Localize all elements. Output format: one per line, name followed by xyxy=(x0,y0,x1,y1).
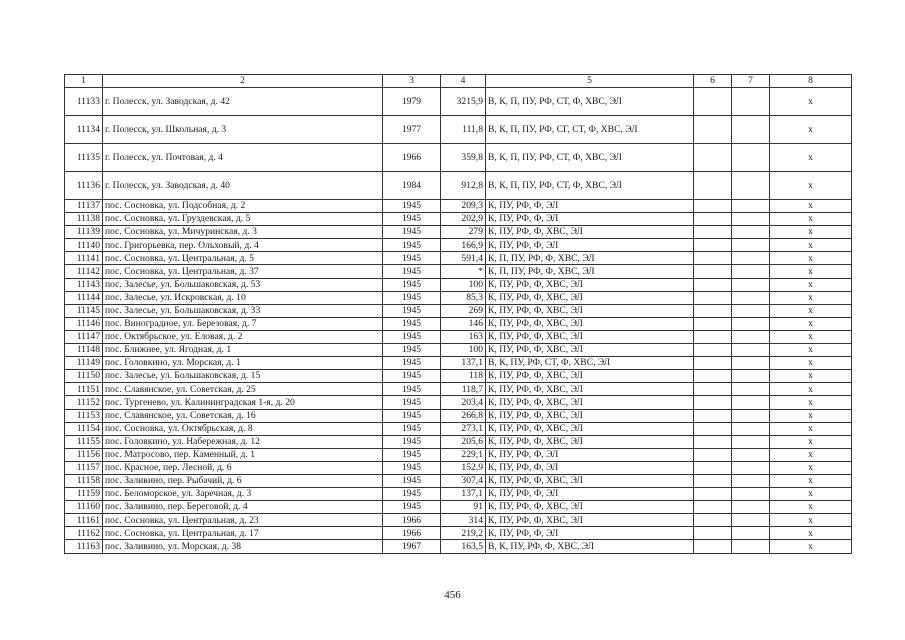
area-cell: 111,8 xyxy=(441,116,486,144)
table-row xyxy=(65,357,852,370)
row-number: 11140 xyxy=(65,239,103,252)
row-number: 11137 xyxy=(65,200,103,213)
codes-cell: К, ПУ, РФ, Ф, ЭЛ xyxy=(486,213,694,226)
year-cell: 1945 xyxy=(383,278,441,291)
table-row xyxy=(65,448,852,461)
area-cell: 314 xyxy=(441,514,486,527)
row-number: 11146 xyxy=(65,317,103,330)
year-cell: 1977 xyxy=(383,116,441,144)
address-cell: пос. Виноградное, ул. Березовая, д. 7 xyxy=(103,317,383,330)
mark-cell: х xyxy=(770,317,852,330)
year-cell: 1966 xyxy=(383,527,441,540)
address-cell: пос. Залесье, ул. Большаковская, д. 53 xyxy=(103,278,383,291)
codes-cell: К, ПУ, РФ, Ф, ХВС, ЭЛ xyxy=(486,383,694,396)
table-row xyxy=(65,252,852,265)
col6-cell xyxy=(694,144,732,172)
area-cell: 205,6 xyxy=(441,435,486,448)
col6-cell xyxy=(694,304,732,317)
col6-cell xyxy=(694,527,732,540)
year-cell: 1945 xyxy=(383,213,441,226)
year-cell: 1945 xyxy=(383,409,441,422)
address-cell: пос. Октябрьское, ул. Еловая, д. 2 xyxy=(103,330,383,343)
col6-cell xyxy=(694,172,732,200)
codes-cell: В, К, ПУ, РФ, Ф, ХВС, ЭЛ xyxy=(486,540,694,553)
table-row xyxy=(65,488,852,501)
mark-cell: х xyxy=(770,383,852,396)
col7-cell xyxy=(732,409,770,422)
row-number: 11133 xyxy=(65,88,103,116)
col7-cell xyxy=(732,172,770,200)
table-row xyxy=(65,527,852,540)
row-number: 11144 xyxy=(65,291,103,304)
area-cell: 152,9 xyxy=(441,461,486,474)
codes-cell: В, К, П, ПУ, РФ, СТ, Ф, ХВС, ЭЛ xyxy=(486,88,694,116)
col6-cell xyxy=(694,317,732,330)
codes-cell: К, ПУ, РФ, Ф, ХВС, ЭЛ xyxy=(486,514,694,527)
col7-cell xyxy=(732,304,770,317)
codes-cell: К, ПУ, РФ, Ф, ЭЛ xyxy=(486,448,694,461)
table-row xyxy=(65,116,852,144)
col7-cell xyxy=(732,239,770,252)
year-cell: 1945 xyxy=(383,291,441,304)
col7-cell xyxy=(732,540,770,553)
mark-cell: х xyxy=(770,357,852,370)
mark-cell: х xyxy=(770,88,852,116)
table-row xyxy=(65,396,852,409)
codes-cell: К, ПУ, РФ, Ф, ЭЛ xyxy=(486,239,694,252)
mark-cell: х xyxy=(770,396,852,409)
col6-cell xyxy=(694,422,732,435)
year-cell: 1945 xyxy=(383,461,441,474)
address-cell: пос. Сосновка, ул. Груздевская, д. 5 xyxy=(103,213,383,226)
year-cell: 1945 xyxy=(383,200,441,213)
col7-cell xyxy=(732,317,770,330)
address-cell: пос. Красное, пер. Лесной, д. 6 xyxy=(103,461,383,474)
row-number: 11154 xyxy=(65,422,103,435)
col6-cell xyxy=(694,461,732,474)
row-number: 11158 xyxy=(65,474,103,487)
table-row xyxy=(65,88,852,116)
area-cell: 202,9 xyxy=(441,213,486,226)
codes-cell: К, ПУ, РФ, Ф, ХВС, ЭЛ xyxy=(486,291,694,304)
row-number: 11161 xyxy=(65,514,103,527)
mark-cell: х xyxy=(770,291,852,304)
area-cell: 359,8 xyxy=(441,144,486,172)
table-row xyxy=(65,304,852,317)
area-cell: 203,4 xyxy=(441,396,486,409)
address-cell: пос. Беломорское, ул. Заречная, д. 3 xyxy=(103,488,383,501)
year-cell: 1945 xyxy=(383,383,441,396)
mark-cell: х xyxy=(770,252,852,265)
col7-cell xyxy=(732,396,770,409)
area-cell: 137,1 xyxy=(441,357,486,370)
codes-cell: К, ПУ, РФ, Ф, ХВС, ЭЛ xyxy=(486,226,694,239)
mark-cell: х xyxy=(770,514,852,527)
header-cell: 3 xyxy=(383,75,441,88)
mark-cell: х xyxy=(770,370,852,383)
col6-cell xyxy=(694,330,732,343)
col6-cell xyxy=(694,383,732,396)
area-cell: * xyxy=(441,265,486,278)
address-cell: пос. Славянское, ул. Советская, д. 25 xyxy=(103,383,383,396)
row-number: 11145 xyxy=(65,304,103,317)
col7-cell xyxy=(732,422,770,435)
col6-cell xyxy=(694,501,732,514)
address-cell: пос. Залесье, ул. Большаковская, д. 15 xyxy=(103,370,383,383)
address-cell: пос. Григорьевка, пер. Ольховый, д. 4 xyxy=(103,239,383,252)
page-number: 456 xyxy=(444,589,461,601)
area-cell: 266,8 xyxy=(441,409,486,422)
header-cell: 1 xyxy=(65,75,103,88)
mark-cell: х xyxy=(770,448,852,461)
col6-cell xyxy=(694,488,732,501)
address-cell: пос. Сосновка, ул. Центральная, д. 5 xyxy=(103,252,383,265)
year-cell: 1945 xyxy=(383,330,441,343)
col7-cell xyxy=(732,383,770,396)
codes-cell: К, ПУ, РФ, Ф, ЭЛ xyxy=(486,200,694,213)
mark-cell: х xyxy=(770,278,852,291)
table-row xyxy=(65,344,852,357)
year-cell: 1945 xyxy=(383,265,441,278)
mark-cell: х xyxy=(770,461,852,474)
col6-cell xyxy=(694,409,732,422)
codes-cell: К, ПУ, РФ, Ф, ХВС, ЭЛ xyxy=(486,396,694,409)
table-row xyxy=(65,291,852,304)
mark-cell: х xyxy=(770,474,852,487)
mark-cell: х xyxy=(770,409,852,422)
area-cell: 137,1 xyxy=(441,488,486,501)
year-cell: 1945 xyxy=(383,344,441,357)
address-cell: пос. Сосновка, ул. Подсобная, д. 2 xyxy=(103,200,383,213)
mark-cell: х xyxy=(770,144,852,172)
col7-cell xyxy=(732,213,770,226)
year-cell: 1945 xyxy=(383,422,441,435)
mark-cell: х xyxy=(770,501,852,514)
row-number: 11151 xyxy=(65,383,103,396)
area-cell: 279 xyxy=(441,226,486,239)
address-cell: пос. Сосновка, ул. Мичуринская, д. 3 xyxy=(103,226,383,239)
col7-cell xyxy=(732,278,770,291)
col6-cell xyxy=(694,540,732,553)
mark-cell: х xyxy=(770,488,852,501)
col6-cell xyxy=(694,514,732,527)
table-row xyxy=(65,383,852,396)
table-row xyxy=(65,144,852,172)
codes-cell: К, ПУ, РФ, Ф, ХВС, ЭЛ xyxy=(486,330,694,343)
mark-cell: х xyxy=(770,527,852,540)
year-cell: 1945 xyxy=(383,396,441,409)
address-cell: пос. Залесье, ул. Искровская, д. 10 xyxy=(103,291,383,304)
header-cell: 2 xyxy=(103,75,383,88)
table-row xyxy=(65,200,852,213)
year-cell: 1966 xyxy=(383,514,441,527)
table-row xyxy=(65,265,852,278)
row-number: 11139 xyxy=(65,226,103,239)
row-number: 11134 xyxy=(65,116,103,144)
address-cell: пос. Сосновка, ул. Центральная, д. 37 xyxy=(103,265,383,278)
col6-cell xyxy=(694,448,732,461)
codes-cell: К, ПУ, РФ, Ф, ХВС, ЭЛ xyxy=(486,370,694,383)
area-cell: 209,3 xyxy=(441,200,486,213)
mark-cell: х xyxy=(770,330,852,343)
col6-cell xyxy=(694,239,732,252)
address-cell: пос. Матросово, пер. Каменный, д. 1 xyxy=(103,448,383,461)
area-cell: 85,3 xyxy=(441,291,486,304)
col7-cell xyxy=(732,435,770,448)
codes-cell: В, К, П, ПУ, РФ, СТ, Ф, ХВС, ЭЛ xyxy=(486,144,694,172)
address-cell: пос. Заливино, ул. Морская, д. 38 xyxy=(103,540,383,553)
year-cell: 1979 xyxy=(383,88,441,116)
col6-cell xyxy=(694,116,732,144)
row-number: 11143 xyxy=(65,278,103,291)
col7-cell xyxy=(732,474,770,487)
year-cell: 1945 xyxy=(383,239,441,252)
col7-cell xyxy=(732,252,770,265)
address-cell: пос. Славянское, ул. Советская, д. 16 xyxy=(103,409,383,422)
col6-cell xyxy=(694,88,732,116)
row-number: 11141 xyxy=(65,252,103,265)
address-cell: пос. Сосновка, ул. Октябрьская, д. 8 xyxy=(103,422,383,435)
col6-cell xyxy=(694,474,732,487)
address-cell: пос. Сосновка, ул. Центральная, д. 23 xyxy=(103,514,383,527)
address-cell: пос. Заливино, пер. Рыбачий, д. 6 xyxy=(103,474,383,487)
codes-cell: К, ПУ, РФ, Ф, ХВС, ЭЛ xyxy=(486,474,694,487)
area-cell: 100 xyxy=(441,278,486,291)
address-cell: г. Полесск, ул. Школьная, д. 3 xyxy=(103,116,383,144)
header-cell: 8 xyxy=(770,75,852,88)
col6-cell xyxy=(694,291,732,304)
header-cell: 5 xyxy=(486,75,694,88)
area-cell: 912,8 xyxy=(441,172,486,200)
table-row xyxy=(65,226,852,239)
codes-cell: К, ПУ, РФ, Ф, ЭЛ xyxy=(486,527,694,540)
col7-cell xyxy=(732,527,770,540)
row-number: 11162 xyxy=(65,527,103,540)
row-number: 11149 xyxy=(65,357,103,370)
row-number: 11160 xyxy=(65,501,103,514)
col6-cell xyxy=(694,435,732,448)
address-cell: пос. Головкино, ул. Набережная, д. 12 xyxy=(103,435,383,448)
address-cell: пос. Заливино, пер. Береговой, д. 4 xyxy=(103,501,383,514)
row-number: 11156 xyxy=(65,448,103,461)
row-number: 11135 xyxy=(65,144,103,172)
table-row xyxy=(65,409,852,422)
col7-cell xyxy=(732,448,770,461)
year-cell: 1966 xyxy=(383,144,441,172)
col7-cell xyxy=(732,370,770,383)
area-cell: 591,4 xyxy=(441,252,486,265)
address-cell: г. Полесск, ул. Заводская, д. 40 xyxy=(103,172,383,200)
col6-cell xyxy=(694,226,732,239)
col6-cell xyxy=(694,265,732,278)
mark-cell: х xyxy=(770,422,852,435)
codes-cell: К, ПУ, РФ, Ф, ХВС, ЭЛ xyxy=(486,409,694,422)
area-cell: 163 xyxy=(441,330,486,343)
year-cell: 1945 xyxy=(383,252,441,265)
codes-cell: В, К, П, ПУ, РФ, СГ, СТ, Ф, ХВС, ЭЛ xyxy=(486,116,694,144)
area-cell: 269 xyxy=(441,304,486,317)
row-number: 11136 xyxy=(65,172,103,200)
address-cell: г. Полесск, ул. Почтовая, д. 4 xyxy=(103,144,383,172)
col6-cell xyxy=(694,278,732,291)
area-cell: 3215,9 xyxy=(441,88,486,116)
year-cell: 1945 xyxy=(383,501,441,514)
area-cell: 91 xyxy=(441,501,486,514)
table-row xyxy=(65,317,852,330)
address-cell: г. Полесск, ул. Заводская, д. 42 xyxy=(103,88,383,116)
row-number: 11163 xyxy=(65,540,103,553)
row-number: 11159 xyxy=(65,488,103,501)
mark-cell: х xyxy=(770,344,852,357)
year-cell: 1945 xyxy=(383,488,441,501)
codes-cell: К, ПУ, РФ, Ф, ЭЛ xyxy=(486,461,694,474)
area-cell: 166,9 xyxy=(441,239,486,252)
table-row xyxy=(65,278,852,291)
area-cell: 118,7 xyxy=(441,383,486,396)
table-row xyxy=(65,435,852,448)
year-cell: 1945 xyxy=(383,226,441,239)
mark-cell: х xyxy=(770,200,852,213)
year-cell: 1945 xyxy=(383,317,441,330)
row-number: 11150 xyxy=(65,370,103,383)
year-cell: 1945 xyxy=(383,304,441,317)
col6-cell xyxy=(694,357,732,370)
mark-cell: х xyxy=(770,213,852,226)
table-row xyxy=(65,474,852,487)
codes-cell: К, ПУ, РФ, Ф, ХВС, ЭЛ xyxy=(486,344,694,357)
codes-cell: К, ПУ, РФ, Ф, ХВС, ЭЛ xyxy=(486,501,694,514)
address-cell: пос. Сосновка, ул. Центральная, д. 17 xyxy=(103,527,383,540)
codes-cell: В, К, ПУ, РФ, СТ, Ф, ХВС, ЭЛ xyxy=(486,357,694,370)
row-number: 11153 xyxy=(65,409,103,422)
year-cell: 1984 xyxy=(383,172,441,200)
col7-cell xyxy=(732,88,770,116)
row-number: 11157 xyxy=(65,461,103,474)
codes-cell: К, П, ПУ, РФ, Ф, ХВС, ЭЛ xyxy=(486,265,694,278)
year-cell: 1945 xyxy=(383,370,441,383)
year-cell: 1945 xyxy=(383,448,441,461)
header-cell: 7 xyxy=(732,75,770,88)
table-row xyxy=(65,514,852,527)
address-cell: пос. Ближнее, ул. Ягодная, д. 1 xyxy=(103,344,383,357)
year-cell: 1945 xyxy=(383,474,441,487)
codes-cell: В, К, П, ПУ, РФ, СТ, Ф, ХВС, ЭЛ xyxy=(486,172,694,200)
codes-cell: К, ПУ, РФ, Ф, ХВС, ЭЛ xyxy=(486,278,694,291)
area-cell: 100 xyxy=(441,344,486,357)
col7-cell xyxy=(732,265,770,278)
area-cell: 229,1 xyxy=(441,448,486,461)
col7-cell xyxy=(732,291,770,304)
col7-cell xyxy=(732,488,770,501)
col7-cell xyxy=(732,116,770,144)
col7-cell xyxy=(732,200,770,213)
col6-cell xyxy=(694,200,732,213)
col6-cell xyxy=(694,370,732,383)
area-cell: 307,4 xyxy=(441,474,486,487)
col6-cell xyxy=(694,213,732,226)
row-number: 11152 xyxy=(65,396,103,409)
area-cell: 219,2 xyxy=(441,527,486,540)
col7-cell xyxy=(732,344,770,357)
row-number: 11138 xyxy=(65,213,103,226)
area-cell: 146 xyxy=(441,317,486,330)
col7-cell xyxy=(732,514,770,527)
header-row xyxy=(65,75,852,88)
address-cell: пос. Головкино, ул. Морская, д. 1 xyxy=(103,357,383,370)
mark-cell: х xyxy=(770,304,852,317)
year-cell: 1945 xyxy=(383,357,441,370)
col7-cell xyxy=(732,330,770,343)
year-cell: 1967 xyxy=(383,540,441,553)
mark-cell: х xyxy=(770,116,852,144)
area-cell: 163,5 xyxy=(441,540,486,553)
col7-cell xyxy=(732,357,770,370)
mark-cell: х xyxy=(770,435,852,448)
header-cell: 6 xyxy=(694,75,732,88)
table-row xyxy=(65,461,852,474)
codes-cell: К, П, ПУ, РФ, Ф, ХВС, ЭЛ xyxy=(486,252,694,265)
mark-cell: х xyxy=(770,239,852,252)
table-row xyxy=(65,330,852,343)
col6-cell xyxy=(694,396,732,409)
row-number: 11148 xyxy=(65,344,103,357)
col7-cell xyxy=(732,144,770,172)
col6-cell xyxy=(694,252,732,265)
table-row xyxy=(65,422,852,435)
table-row xyxy=(65,213,852,226)
row-number: 11147 xyxy=(65,330,103,343)
codes-cell: К, ПУ, РФ, Ф, ХВС, ЭЛ xyxy=(486,435,694,448)
area-cell: 273,1 xyxy=(441,422,486,435)
address-cell: пос. Тургенево, ул. Калининградская 1-я, д. 20 xyxy=(103,396,383,409)
row-number: 11142 xyxy=(65,265,103,278)
col7-cell xyxy=(732,501,770,514)
mark-cell: х xyxy=(770,265,852,278)
table-row xyxy=(65,501,852,514)
area-cell: 118 xyxy=(441,370,486,383)
address-cell: пос. Залесье, ул. Большаковская, д. 33 xyxy=(103,304,383,317)
registry-table xyxy=(64,74,852,554)
codes-cell: К, ПУ, РФ, Ф, ЭЛ xyxy=(486,488,694,501)
codes-cell: К, ПУ, РФ, Ф, ХВС, ЭЛ xyxy=(486,422,694,435)
mark-cell: х xyxy=(770,172,852,200)
year-cell: 1945 xyxy=(383,435,441,448)
row-number: 11155 xyxy=(65,435,103,448)
table-row xyxy=(65,370,852,383)
header-cell: 4 xyxy=(441,75,486,88)
mark-cell: х xyxy=(770,226,852,239)
mark-cell: х xyxy=(770,540,852,553)
codes-cell: К, ПУ, РФ, Ф, ХВС, ЭЛ xyxy=(486,304,694,317)
codes-cell: К, ПУ, РФ, Ф, ХВС, ЭЛ xyxy=(486,317,694,330)
col7-cell xyxy=(732,226,770,239)
table-row xyxy=(65,540,852,553)
col7-cell xyxy=(732,461,770,474)
col6-cell xyxy=(694,344,732,357)
table-row xyxy=(65,172,852,200)
table-row xyxy=(65,239,852,252)
